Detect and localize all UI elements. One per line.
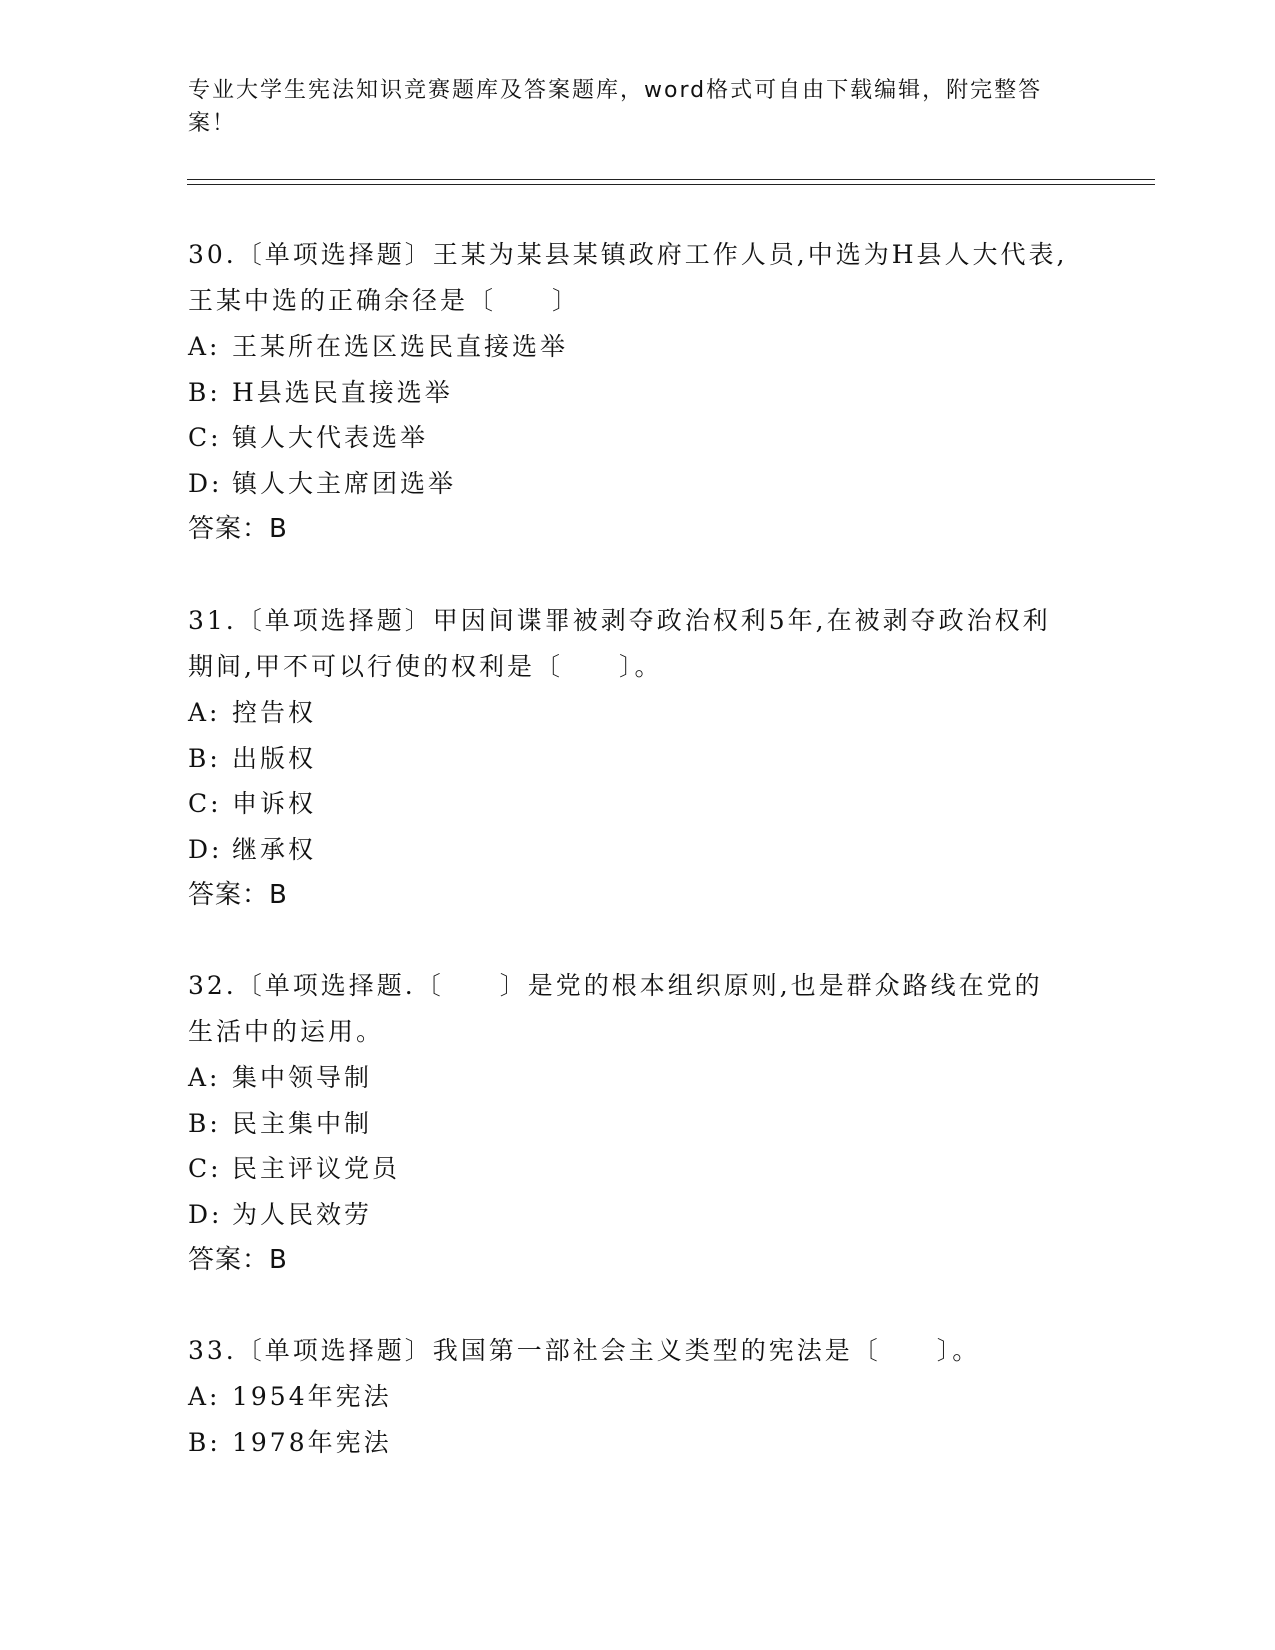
option-b xyxy=(188,736,1068,782)
option-text: 1978年宪法 xyxy=(232,1427,392,1457)
document-header: 专业大学生宪法知识竞赛题库及答案题库，word格式可自由下载编辑，附完整答案！ xyxy=(188,78,1043,136)
option-letter: A: xyxy=(188,1063,221,1092)
option-text: 继承权 xyxy=(232,834,317,864)
option-text: 民主集中制 xyxy=(232,1108,373,1138)
option-text: 为人民效劳 xyxy=(232,1199,373,1229)
question-stem: 31.〔单项选择题〕甲因间谍罪被剥夺政治权利5年,在被剥夺政治权利期间,甲不可以行使的权利是〔 〕。 xyxy=(188,606,1051,681)
option-c xyxy=(188,1146,1068,1192)
option-text: 1954年宪法 xyxy=(232,1382,392,1411)
option-letter: D: xyxy=(188,834,223,864)
option-letter: C: xyxy=(188,789,222,818)
answer-line: 答案：B xyxy=(188,880,288,910)
question-32 xyxy=(188,963,1068,1283)
header-divider-top xyxy=(187,179,1155,180)
option-letter: D: xyxy=(188,468,223,498)
option-d xyxy=(188,827,1068,873)
option-b xyxy=(188,1420,1068,1466)
option-letter: A: xyxy=(188,1382,221,1411)
option-a xyxy=(188,1374,1068,1420)
option-b xyxy=(188,370,1068,416)
option-c xyxy=(188,781,1068,827)
question-30 xyxy=(188,232,1068,552)
option-letter: A: xyxy=(188,698,221,727)
option-c xyxy=(188,415,1068,461)
option-d xyxy=(188,461,1068,507)
option-a xyxy=(188,1055,1068,1101)
option-text: H县选民直接选举 xyxy=(232,377,453,407)
answer-line: 答案：B xyxy=(188,1245,288,1275)
option-a xyxy=(188,324,1068,370)
answer-line: 答案：B xyxy=(188,514,288,544)
option-a xyxy=(188,690,1068,736)
option-text: 民主评议党员 xyxy=(232,1154,401,1183)
option-text: 王某所在选区选民直接选举 xyxy=(232,332,569,361)
option-text: 控告权 xyxy=(232,698,317,727)
option-letter: B: xyxy=(188,1427,221,1457)
option-text: 申诉权 xyxy=(232,789,317,818)
option-letter: D: xyxy=(188,1199,223,1229)
option-d xyxy=(188,1192,1068,1238)
option-letter: B: xyxy=(188,1108,221,1138)
question-31 xyxy=(188,598,1068,918)
option-text: 出版权 xyxy=(232,743,317,773)
option-text: 镇人大代表选举 xyxy=(232,423,429,452)
option-letter: B: xyxy=(188,377,221,407)
option-letter: C: xyxy=(188,1154,222,1183)
option-letter: A: xyxy=(188,332,221,361)
option-text: 集中领导制 xyxy=(232,1063,373,1092)
option-b xyxy=(188,1101,1068,1147)
option-text: 镇人大主席团选举 xyxy=(232,468,457,498)
question-stem: 30.〔单项选择题〕王某为某县某镇政府工作人员,中选为H县人大代表,王某中选的正确余径是〔 〕 xyxy=(188,240,1068,315)
header-divider-bottom xyxy=(187,184,1155,185)
question-stem: 33.〔单项选择题〕我国第一部社会主义类型的宪法是〔 〕。 xyxy=(188,1336,981,1365)
question-stem: 32.〔单项选择题.〔 〕是党的根本组织原则,也是群众路线在党的生活中的运用。 xyxy=(188,971,1043,1046)
question-33 xyxy=(188,1328,1068,1465)
option-letter: B: xyxy=(188,743,221,773)
option-letter: C: xyxy=(188,423,222,452)
